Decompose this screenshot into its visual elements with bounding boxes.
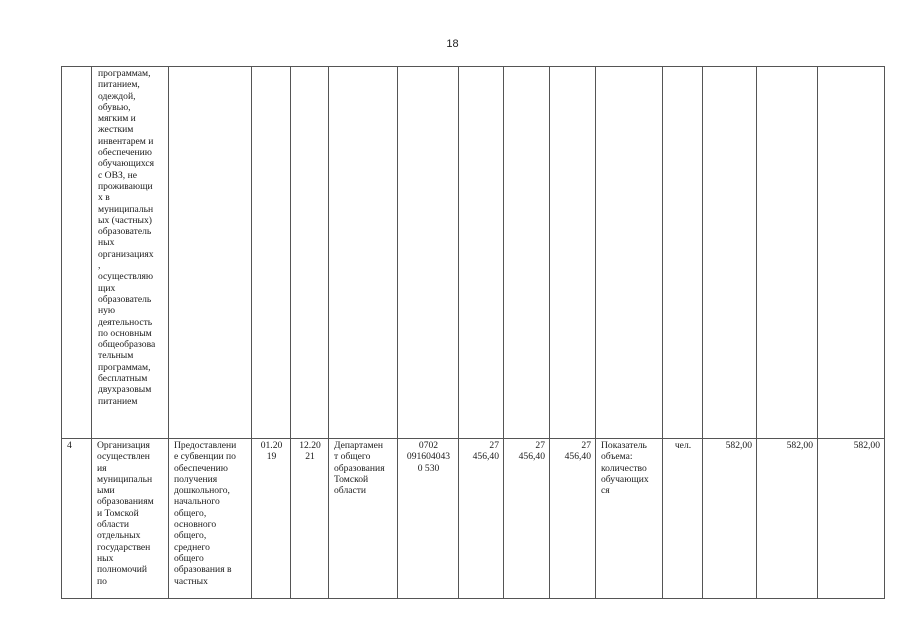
code-cell <box>398 67 459 439</box>
budget-code: 0702 091604043 0 530 <box>398 439 459 599</box>
amount-total: 27 456,40 <box>459 439 504 599</box>
value-year-1: 582,00 <box>703 439 757 599</box>
indicator: Показатель объема: количество обучающих ся <box>596 439 663 599</box>
row-number: 4 <box>62 439 92 599</box>
amount-cell <box>550 67 596 439</box>
activity-description: Предоставлени е субвенции по обеспечению получения дошкольного, начального общего, основного общего, среднего общего образования в частных <box>169 439 252 599</box>
table-row-continued <box>62 67 885 439</box>
amount-subvention: 27 456,40 <box>550 439 596 599</box>
program-table <box>61 66 885 599</box>
date-start-cell <box>252 67 291 439</box>
executor: Департамен т общего образования Томской области <box>329 439 398 599</box>
value-cell <box>757 67 818 439</box>
description-cell <box>169 67 252 439</box>
unit: чел. <box>663 439 703 599</box>
amount-regional: 27 456,40 <box>504 439 550 599</box>
page-number: 18 <box>446 38 459 50</box>
num-cell <box>62 67 92 439</box>
value-year-2: 582,00 <box>757 439 818 599</box>
date-end: 12.20 21 <box>291 439 329 599</box>
table-row-4 <box>62 439 885 599</box>
executor-cell <box>329 67 398 439</box>
value-year-3: 582,00 <box>818 439 885 599</box>
activity-name: Организация осуществлен ия муниципальн ыми образованиям и Томской области отдельных государствен ных полномочий по <box>92 439 169 599</box>
amount-cell <box>504 67 550 439</box>
date-start: 01.20 19 <box>252 439 291 599</box>
value-cell <box>703 67 757 439</box>
name-cell <box>92 67 169 439</box>
indicator-cell <box>596 67 663 439</box>
value-cell <box>818 67 885 439</box>
unit-cell <box>663 67 703 439</box>
amount-cell <box>459 67 504 439</box>
name-text: программам, питанием, одеждой, обувью, мягким и жестким инвентарем и обеспечению обучающихся с ОВЗ, не проживающи х в муниципальн ых (частных) образователь ных организациях , осуществляю щих образователь ную деятельность по основным общеобразова тельным программам, бесплатным двухразовым питанием <box>98 68 156 407</box>
date-end-cell <box>291 67 329 439</box>
